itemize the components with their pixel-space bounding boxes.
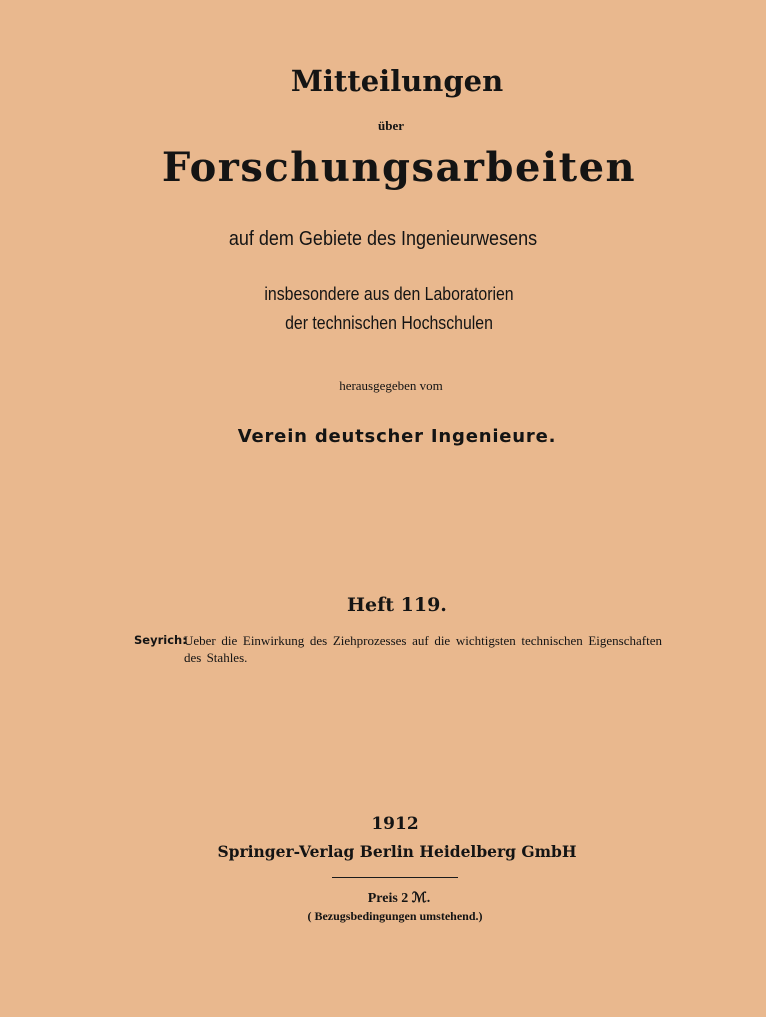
divider-rule bbox=[332, 877, 458, 878]
editor-note: herausgegeben vom bbox=[339, 378, 443, 393]
ueber-line: über bbox=[378, 118, 404, 133]
issue-number: Heft 119. bbox=[347, 594, 447, 616]
publication-year: 1912 bbox=[371, 814, 419, 834]
subtitle-line-3: der technischen Hochschulen bbox=[285, 313, 493, 333]
publisher-organization: Verein deutscher Ingenieure. bbox=[237, 426, 557, 447]
subtitle-line-2: insbesondere aus den Laboratorien bbox=[264, 284, 514, 304]
series-title: Mitteilungen bbox=[290, 64, 504, 98]
price: Preis 2 ℳ. bbox=[367, 891, 431, 906]
article-title: Ueber die Einwirkung des Ziehprozesses auf die wichtigsten technischen Eigenschaften des Stahles. bbox=[184, 633, 662, 665]
main-title: Forschungsarbeiten bbox=[161, 144, 637, 191]
publisher-name: Springer-Verlag Berlin Heidelberg GmbH bbox=[217, 842, 577, 861]
subtitle-line-1: auf dem Gebiete des Ingenieurwesens bbox=[228, 228, 538, 250]
article-author: Seyrich: bbox=[134, 633, 187, 647]
purchase-terms: ( Bezugsbedingungen umstehend.) bbox=[307, 909, 483, 923]
